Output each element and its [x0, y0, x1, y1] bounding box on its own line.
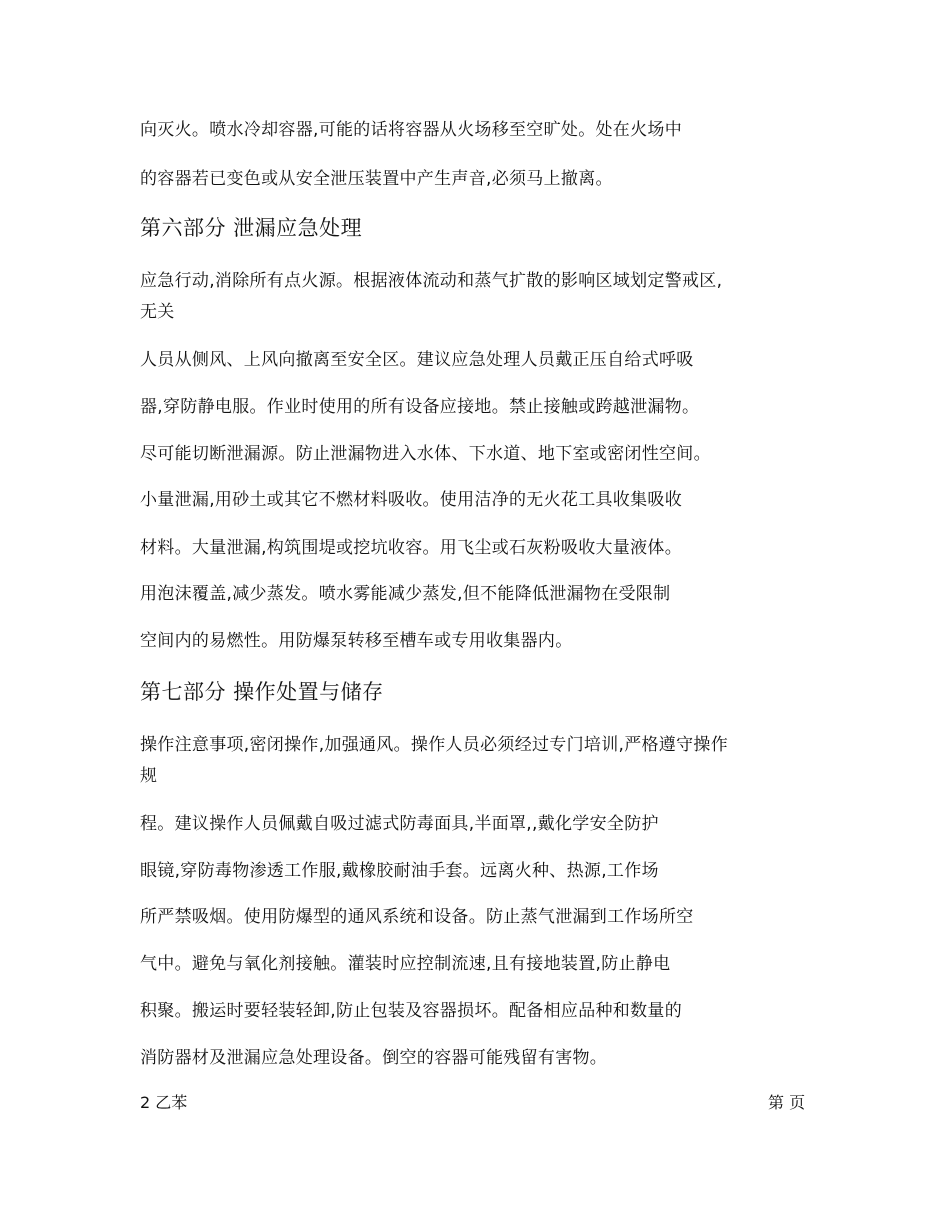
- section6-heading: 第六部分 泄漏应急处理: [140, 216, 363, 240]
- section5-line-2: 的容器若已变色或从安全泄压装置中产生声音,必须马上撤离。: [140, 169, 613, 189]
- section6-line-6: 小量泄漏,用砂土或其它不燃材料吸收。使用洁净的无火花工具收集吸收: [140, 490, 683, 510]
- section7-line-3: 程。建议操作人员佩戴自吸过滤式防毒面具,半面罩,,戴化学安全防护: [140, 814, 659, 834]
- section6-line-1: 应急行动,消除所有点火源。根据液体流动和蒸气扩散的影响区域划定警戒区,: [140, 271, 723, 291]
- section7-line-5: 所严禁吸烟。使用防爆型的通风系统和设备。防止蒸气泄漏到工作场所空: [140, 907, 694, 927]
- section5-line-1: 向灭火。喷水冷却容器,可能的话将容器从火场移至空旷处。处在火场中: [140, 120, 683, 140]
- footer-document-name: 2 乙苯: [140, 1093, 188, 1112]
- section6-line-5: 尽可能切断泄漏源。防止泄漏物进入水体、下水道、地下室或密闭性空间。: [140, 444, 711, 464]
- footer-page-number: 第 页: [768, 1093, 806, 1112]
- section6-line-7: 材料。大量泄漏,构筑围堤或挖坑收容。用飞尘或石灰粉吸收大量液体。: [140, 538, 683, 558]
- section7-line-1: 操作注意事项,密闭操作,加强通风。操作人员必须经过专门培训,严格遵守操作: [140, 735, 729, 755]
- section7-line-6: 气中。避免与氧化剂接触。灌装时应控制流速,且有接地装置,防止静电: [140, 954, 671, 974]
- section7-line-4: 眼镜,穿防毒物渗透工作服,戴橡胶耐油手套。远离火种、热源,工作场: [140, 861, 659, 881]
- section7-line-7: 积聚。搬运时要轻装轻卸,防止包装及容器损坏。配备相应品种和数量的: [140, 1001, 683, 1021]
- section6-line-8: 用泡沫覆盖,减少蒸发。喷水雾能减少蒸发,但不能降低泄漏物在受限制: [140, 584, 671, 604]
- section6-line-9: 空间内的易燃性。用防爆泵转移至槽车或专用收集器内。: [140, 631, 573, 651]
- section6-line-2: 无关: [140, 302, 175, 322]
- section7-line-2: 规: [140, 766, 158, 786]
- section6-line-4: 器,穿防静电服。作业时使用的所有设备应接地。禁止接触或跨越泄漏物。: [140, 397, 700, 417]
- section7-heading: 第七部分 操作处置与储存: [140, 680, 384, 704]
- section6-line-3: 人员从侧风、上风向撤离至安全区。建议应急处理人员戴正压自给式呼吸: [140, 350, 694, 370]
- section7-line-8: 消防器材及泄漏应急处理设备。倒空的容器可能残留有害物。: [140, 1048, 608, 1068]
